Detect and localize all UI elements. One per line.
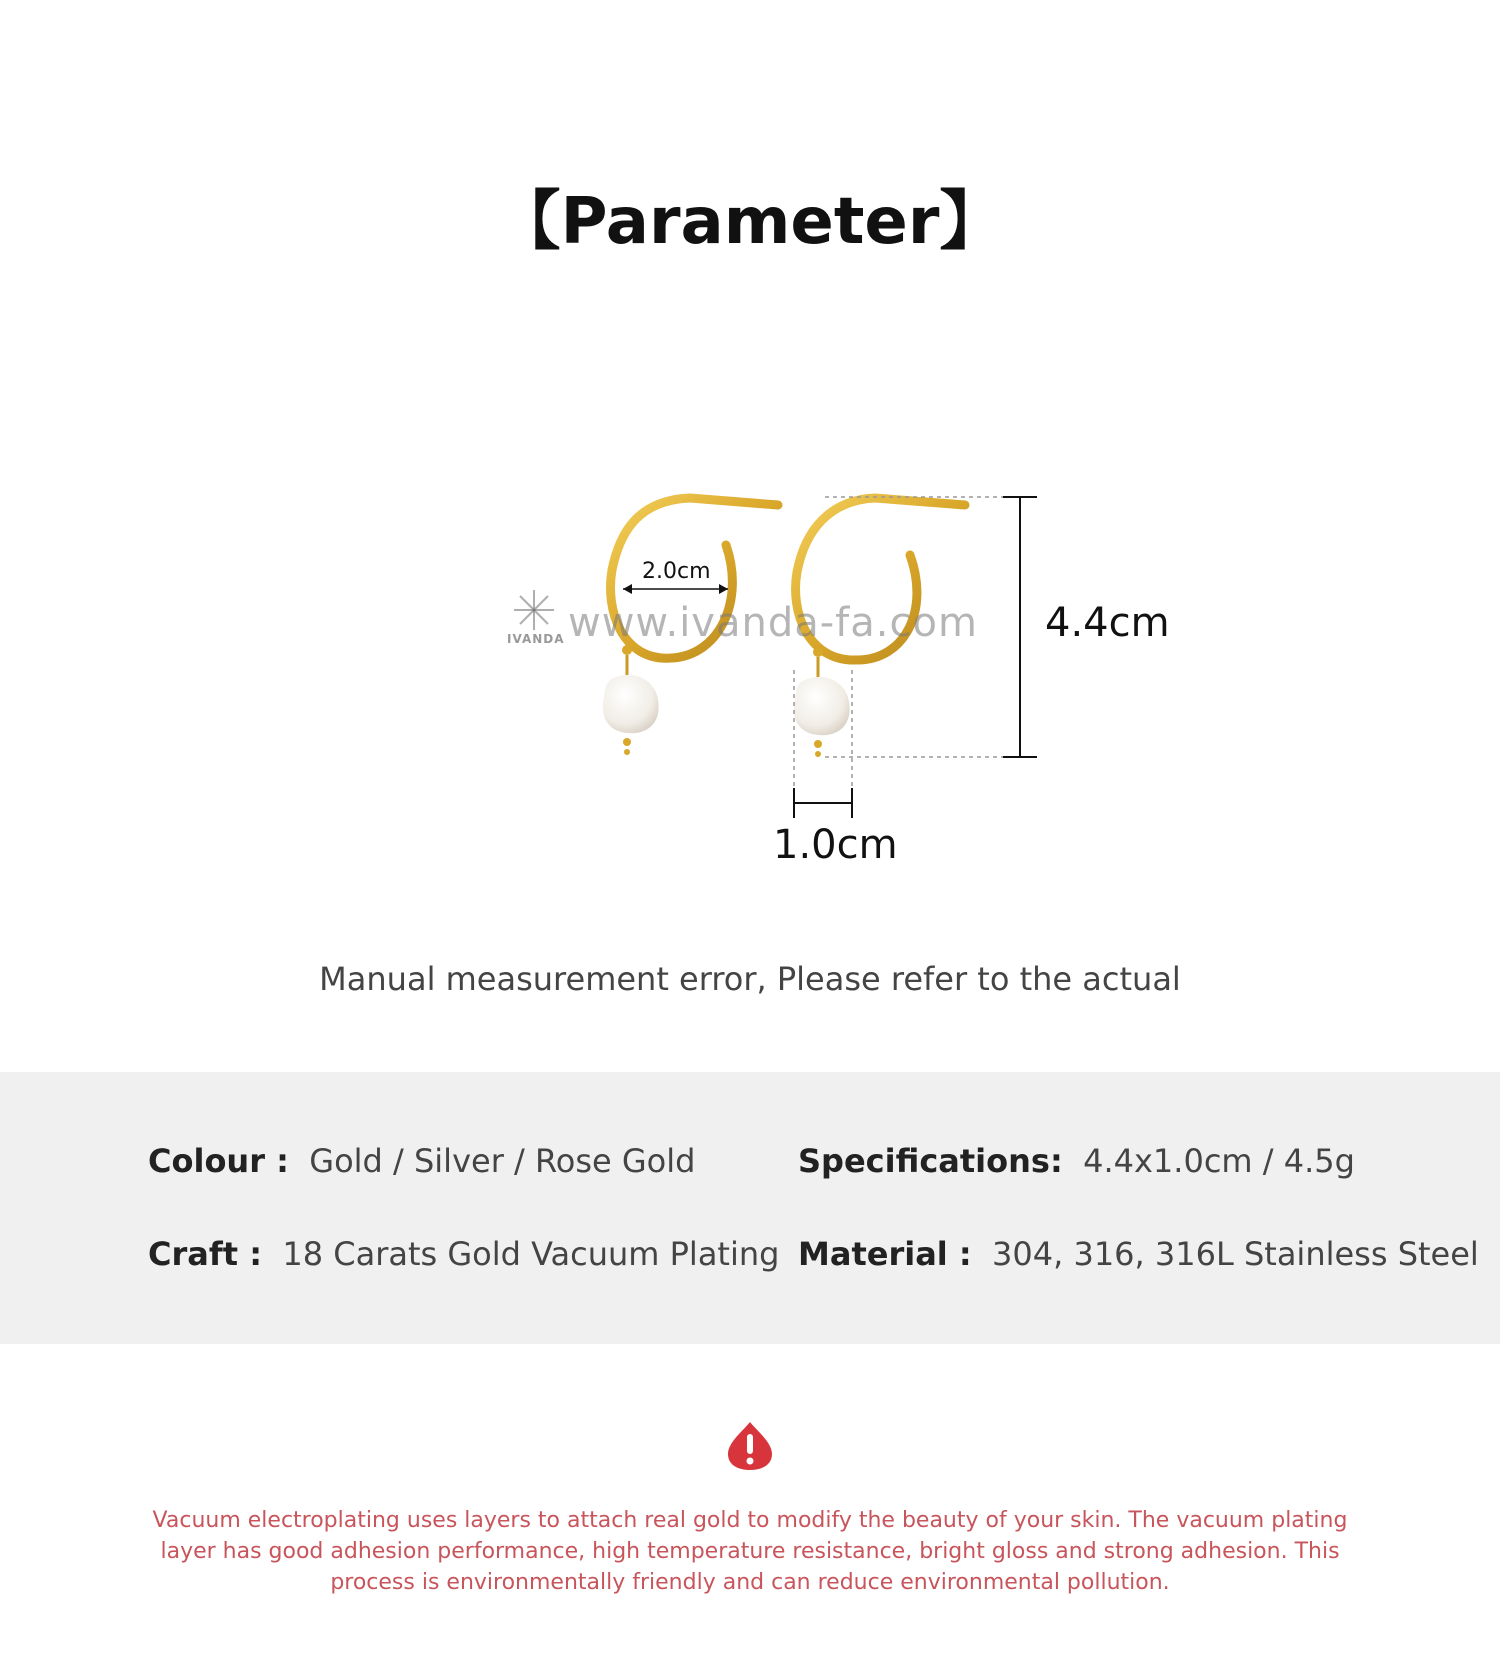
height-label: 4.4cm	[1045, 600, 1170, 646]
inner-diameter-label: 2.0cm	[642, 559, 711, 584]
inner-diameter-dimension	[623, 584, 728, 594]
warning-icon	[726, 1420, 774, 1472]
page-title: 【Parameter】	[496, 185, 1004, 259]
spec-band	[0, 1072, 1500, 1344]
spec-specifications-key: Specifications:	[798, 1142, 1063, 1180]
spec-specifications-value: 4.4x1.0cm / 4.5g	[1083, 1142, 1355, 1180]
warning-text: Vacuum electroplating uses layers to attach real gold to modify the beauty of your skin. The vacuum plating layer has good adhesion performance, high temperature resistance, bright gloss and strong adhesion. This process is environmentally friendly and can reduce environmental pollution.	[152, 1508, 1348, 1595]
spec-colour-value: Gold / Silver / Rose Gold	[309, 1142, 696, 1180]
spec-colour	[148, 1142, 695, 1180]
spec-craft	[148, 1235, 779, 1273]
spec-material-value: 304, 316, 316L Stainless Steel	[992, 1235, 1479, 1273]
spec-specifications	[798, 1142, 1355, 1180]
spec-material	[798, 1235, 1479, 1273]
spec-craft-value: 18 Carats Gold Vacuum Plating	[282, 1235, 780, 1273]
measurement-note: Manual measurement error, Please refer to the actual	[319, 960, 1181, 998]
width-label: 1.0cm	[773, 822, 898, 868]
watermark-url: www.ivanda-fa.com	[568, 600, 978, 646]
watermark-brand: IVANDA	[507, 632, 565, 646]
spec-colour-key: Colour :	[148, 1142, 289, 1180]
spec-craft-key: Craft :	[148, 1235, 263, 1273]
spec-material-key: Material :	[798, 1235, 972, 1273]
